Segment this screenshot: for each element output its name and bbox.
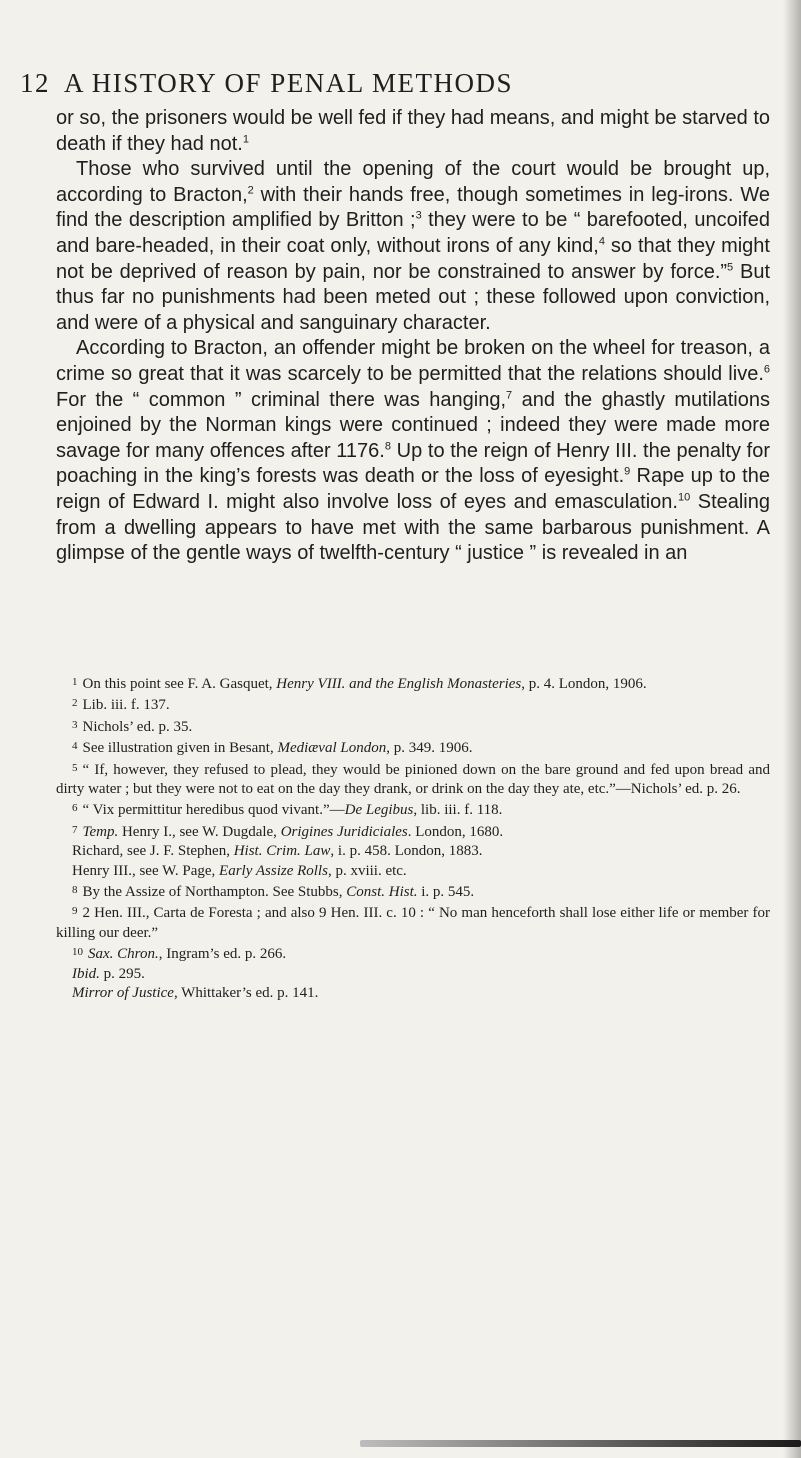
footnote-3: $^3$ Nichols’ ed. p. 35. xyxy=(72,718,193,735)
footnote-5: $^5$ “ If, however, they refused to plead, they would be pinioned down on the bare ground and fed upon bread and dirty water ; but they were not to eat on the day they drank, or drink on the day they ate, etc.”—Nichols’ ed. p. 26. xyxy=(56,761,770,798)
main-text xyxy=(56,106,770,567)
footnote-1: $^1$ On this point see F. A. Gasquet, Henry VIII. and the English Monasteries, p. 4. London, 1906. xyxy=(72,676,647,692)
footnote-4: $^4$ See illustration given in Besant, Mediæval London, p. 349. 1906. xyxy=(72,740,473,757)
footnote-10: $^{10}$ Sax. Chron., Ingram’s ed. p. 266. xyxy=(72,946,287,963)
note-ref: 8 xyxy=(384,440,391,453)
note-ref: 2 xyxy=(247,184,254,197)
footnote-7: $^7$ Temp. Henry I., see W. Dugdale, Origines Juridiciales. London, 1680. xyxy=(72,823,504,840)
footnote-2: $^2$ Lib. iii. f. 137. xyxy=(72,697,170,714)
footnote-7-richard: Richard, see J. F. Stephen, Hist. Crim. Law, i. p. 458. London, 1883. xyxy=(72,843,483,860)
bottom-edge-rule xyxy=(360,1440,801,1447)
note-ref: 9 xyxy=(624,465,631,478)
footnotes xyxy=(56,673,770,1004)
note-ref: 5 xyxy=(727,260,734,273)
note-ref: 10 xyxy=(677,491,691,504)
paragraph-3: According to Bracton, an offender might be broken on the wheel for treason, a crime so great that it was scarcely to be permitted that the relations should live.$^6$ For the “ common ” criminal there was hanging,$^7$ and the ghastly mutilations enjoined by the Norman kings were continued ; indeed they were made more savage for many offences after 1176.$^8$ Up to the reign of Henry III. the penalty for poaching in the king’s forests was death or the loss of eyesight.$^9$ Rape up to the reign of Edward I. might also involve loss of eyes and emasculation.$^{10}$ Stealing from a dwelling appears to have met with the same barbarous punishment. A glimpse of the gentle ways of twelfth-century “ justice ” is revealed in an xyxy=(56,337,771,565)
running-title: A HISTORY OF PENAL METHODS xyxy=(64,68,514,98)
note-ref: 3 xyxy=(415,209,422,222)
note-ref: 6 xyxy=(763,363,770,376)
footnote-6: $^6$ “ Vix permittitur heredibus quod vivant.”—De Legibus, lib. iii. f. 118. xyxy=(72,802,503,819)
page-number: 12 xyxy=(20,68,50,98)
footnote-10-ibid: Ibid. p. 295. xyxy=(72,965,145,982)
footnote-8: $^8$ By the Assize of Northampton. See Stubbs, Const. Hist. i. p. 545. xyxy=(72,884,475,901)
running-head xyxy=(20,68,790,99)
note-ref: 4 xyxy=(598,235,605,248)
footnote-7-henry: Henry III., see W. Page, Early Assize Rolls, p. xviii. etc. xyxy=(72,862,407,879)
paragraph-1: or so, the prisoners would be well fed if they had means, and might be starved to death if they had not.$^1$ xyxy=(56,107,770,155)
footnote-10-mirror: Mirror of Justice, Whittaker’s ed. p. 141. xyxy=(72,985,319,1002)
note-ref: 1 xyxy=(242,132,249,145)
footnote-9: $^9$ 2 Hen. III., Carta de Foresta ; and also 9 Hen. III. c. 10 : “ No man henceforth shall lose either life or member for killing our deer.” xyxy=(56,905,770,941)
paragraph-2: Those who survived until the opening of the court would be brought up, according to Bracton,$^2$ with their hands free, though sometimes in leg-irons. We find the description amplified by Britton ;$^3$ they were to be “ barefooted, uncoifed and bare-headed, in their coat only, without irons of any kind,$^4$ so that they might not be deprived of reason by pain, nor be constrained to answer by force.”$^5$ But thus far no punishments had been meted out ; these followed upon conviction, and were of a physical and sanguinary character. xyxy=(56,158,770,334)
note-ref: 7 xyxy=(506,388,513,401)
page-edge-shadow xyxy=(783,0,801,1458)
